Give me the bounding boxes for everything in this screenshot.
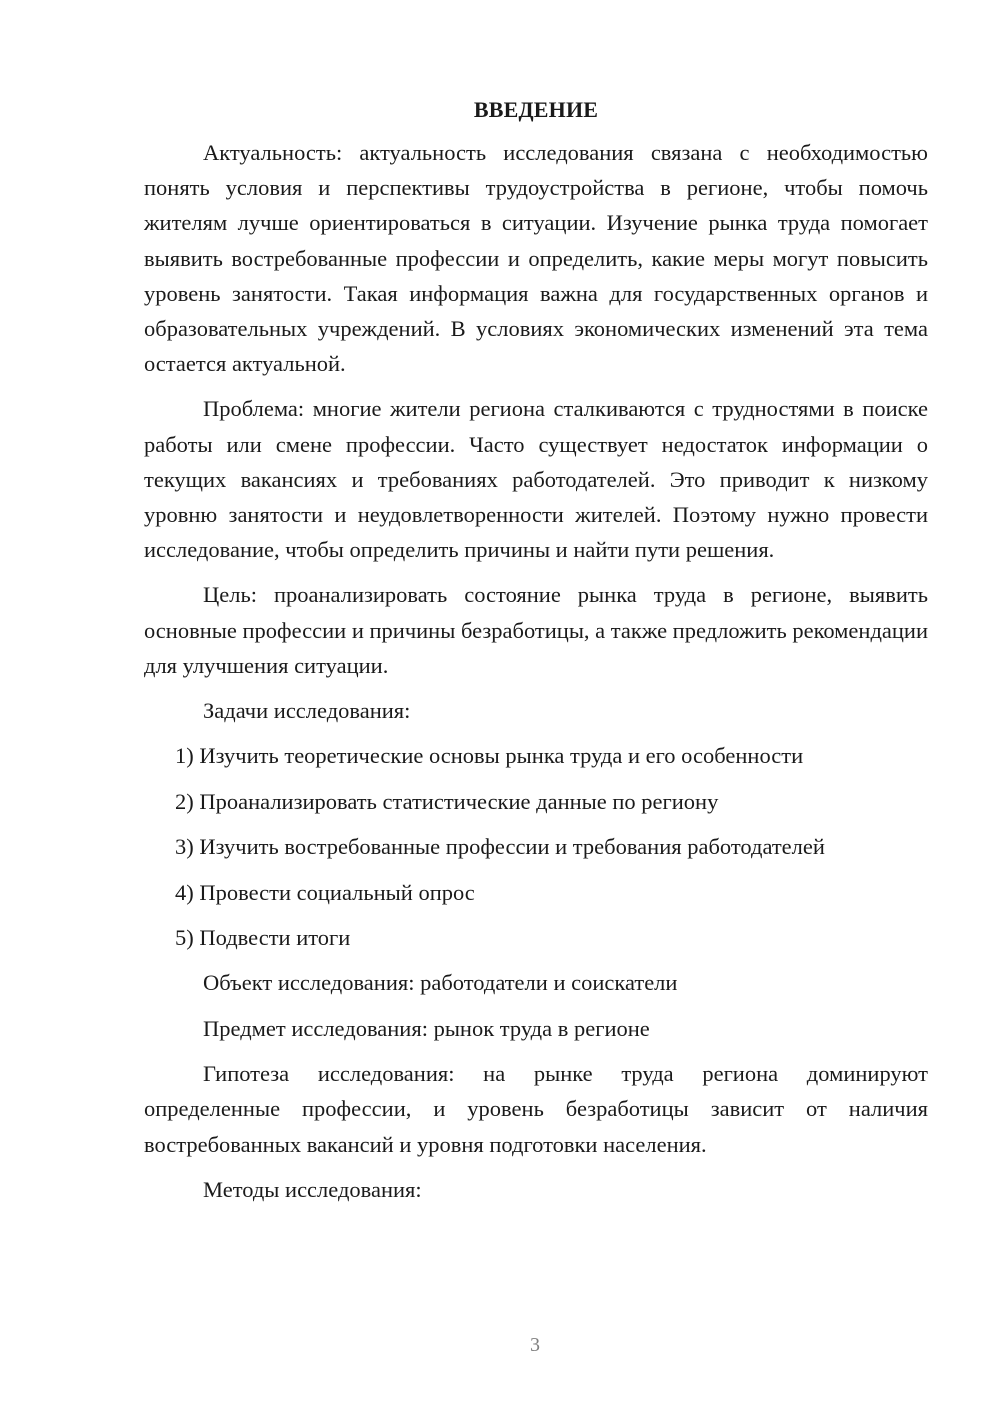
problem-paragraph: Проблема: многие жители региона сталкиваются с трудностями в поиске работы или смене профессии. Часто существует недостаток информации о текущих вакансиях и требованиях работодателей. Это приводит к низкому уровню занятости и неудовлетворенности жителей. Поэтому нужно провести исследование, чтобы определить причины и найти пути решения. — [144, 396, 928, 563]
hypothesis-paragraph: Гипотеза исследования: на рынке труда региона доминируют определенные профессии, и уровень безработицы зависит от наличия востребованных вакансий и уровня подготовки населения. — [144, 1061, 928, 1157]
relevance-paragraph: Актуальность: актуальность исследования связана с необходимостью понять условия и перспективы трудоустройства в регионе, чтобы помочь жителям лучше ориентироваться в ситуации. Изучение рынка труда помогает выявить востребованные профессии и определить, какие меры могут повысить уровень занятости. Такая информация важна для государственных органов и образовательных учреждений. В условиях экономических изменений эта тема остается актуальной. — [144, 140, 928, 377]
tasks-heading: Задачи исследования: — [203, 698, 411, 724]
task-item: 5) Подвести итоги — [175, 925, 351, 950]
goal-paragraph: Цель: проанализировать состояние рынка труда в регионе, выявить основные профессии и причины безработицы, а также предложить рекомендации для улучшения ситуации. — [144, 582, 929, 678]
methods-heading: Методы исследования: — [203, 1176, 422, 1202]
task-item: 4) Провести социальный опрос — [175, 879, 475, 905]
document-body — [144, 92, 928, 1217]
task-item: 1) Изучить теоретические основы рынка труда и его особенности — [175, 743, 804, 769]
task-item: 3) Изучить востребованные профессии и требования работодателей — [175, 834, 825, 860]
document-title: ВВЕДЕНИЕ — [473, 97, 599, 122]
research-subject: Предмет исследования: рынок труда в регионе — [203, 1015, 650, 1041]
research-object: Объект исследования: работодатели и соискатели — [203, 970, 678, 996]
task-item: 2) Проанализировать статистические данные по региону — [175, 788, 719, 814]
tasks-list — [144, 738, 928, 955]
page-number: 3 — [530, 1334, 540, 1356]
